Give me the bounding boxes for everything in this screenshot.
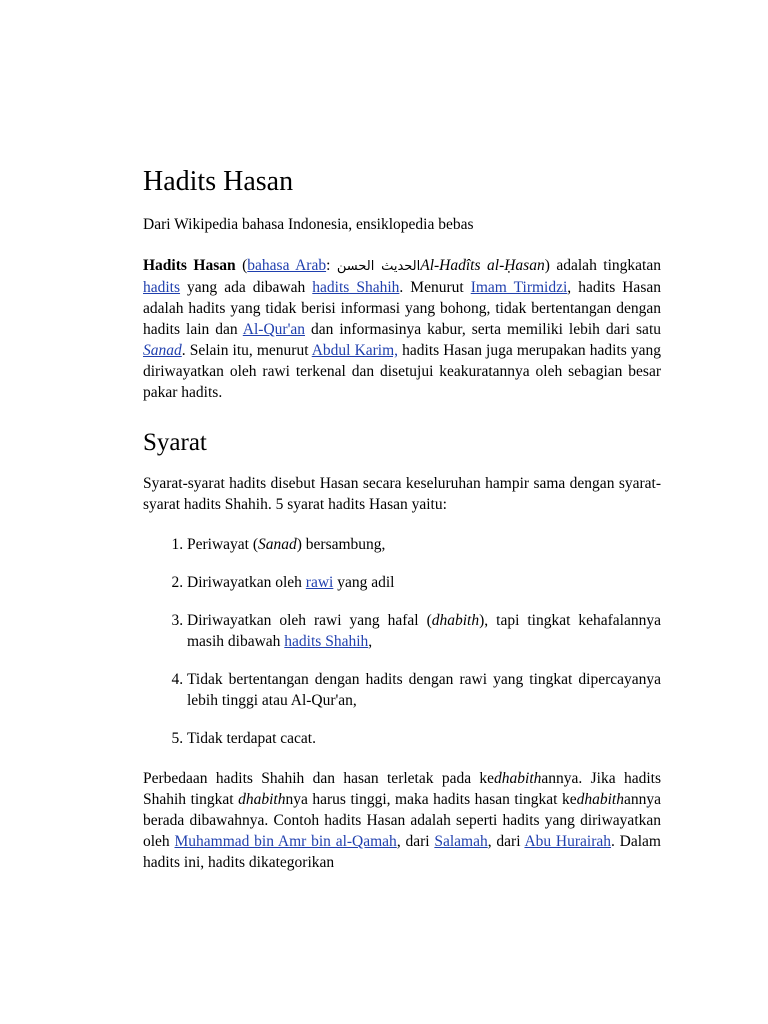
link-hadits[interactable]: hadits bbox=[143, 279, 181, 296]
link-hadits-shahih-list[interactable]: hadits Shahih bbox=[284, 633, 369, 650]
list-item bbox=[187, 572, 661, 593]
list-item-italic: dhabith bbox=[431, 612, 480, 629]
arabic-term: الحديث الحسن bbox=[336, 259, 421, 274]
intro-text: ) adalah tingkatan bbox=[544, 257, 661, 274]
closing-text: , dari bbox=[396, 833, 435, 850]
transliteration: Al-Hadîts al-Ḥasan bbox=[420, 257, 545, 274]
intro-text: : bbox=[326, 257, 337, 274]
link-abdul-karim[interactable]: Abdul Karim, bbox=[311, 342, 399, 359]
list-item-text: Diriwayatkan oleh bbox=[187, 574, 306, 591]
syarat-list bbox=[143, 534, 661, 749]
list-item: 4. Tidak bertentangan dengan hadits dengan rawi yang tingkat dipercayanya lebih tinggi atau Al-Qur'an, bbox=[187, 669, 661, 711]
list-item-text: , bbox=[368, 633, 373, 650]
closing-paragraph bbox=[143, 768, 661, 873]
list-item-text: Diriwayatkan oleh rawi yang hafal ( bbox=[187, 612, 432, 629]
link-al-quran[interactable]: Al-Qur'an bbox=[242, 321, 305, 338]
intro-text: dan informasinya kabur, serta memiliki lebih dari satu bbox=[305, 321, 661, 338]
link-bahasa-arab[interactable]: bahasa Arab bbox=[247, 257, 327, 274]
closing-text: annya. Jika hadits Shahih tingkat bbox=[143, 770, 661, 808]
intro-text: . Menurut bbox=[399, 279, 471, 296]
intro-text: . Selain itu, menurut bbox=[181, 342, 312, 359]
closing-text: nya harus tinggi, maka hadits hasan tingkat ke bbox=[285, 791, 577, 808]
link-hadits-shahih[interactable]: hadits Shahih bbox=[312, 279, 400, 296]
syarat-intro: Syarat-syarat hadits disebut Hasan secara keseluruhan hampir sama dengan syarat-syarat hadits Shahih. 5 syarat hadits Hasan yaitu: bbox=[143, 475, 661, 513]
intro-text: yang ada dibawah bbox=[180, 279, 313, 296]
list-item-text: yang adil bbox=[333, 574, 395, 591]
link-imam-tirmidzi[interactable]: Imam Tirmidzi bbox=[470, 279, 568, 296]
closing-text: annya berada dibawahnya. Contoh hadits Hasan adalah seperti hadits yang diriwayatkan oleh bbox=[143, 791, 661, 850]
link-muhammad-bin-amr[interactable]: Muhammad bin Amr bin al-Qamah bbox=[174, 833, 397, 850]
list-item bbox=[187, 534, 661, 555]
closing-text: Perbedaan hadits Shahih dan hasan terletak pada ke bbox=[143, 770, 495, 787]
list-item-text: Periwayat ( bbox=[187, 536, 259, 553]
closing-italic: dhabith bbox=[576, 791, 624, 808]
list-item-italic: Sanad bbox=[258, 536, 297, 553]
link-salamah[interactable]: Salamah bbox=[434, 833, 488, 850]
link-sanad-text[interactable]: Sanad bbox=[143, 342, 182, 359]
intro-text: hadits Hasan juga merupakan hadits yang diriwayatkan oleh rawi terkenal dan disetujui keakuratannya oleh sebagian besar pakar hadits. bbox=[143, 342, 661, 401]
page-title: Hadits Hasan bbox=[143, 166, 294, 197]
list-item-text: ) bersambung, bbox=[296, 536, 386, 553]
list-item bbox=[187, 610, 661, 652]
closing-text: . Dalam hadits ini, hadits dikategorikan bbox=[143, 833, 661, 871]
document-page bbox=[143, 164, 661, 892]
closing-text: , dari bbox=[487, 833, 525, 850]
link-rawi[interactable]: rawi bbox=[305, 574, 334, 591]
intro-text: , hadits Hasan adalah hadits yang tidak berisi informasi yang bohong, tidak bertentangan dengan hadits lain dan bbox=[143, 279, 661, 338]
link-sanad[interactable] bbox=[143, 342, 182, 359]
closing-italic: dhabith bbox=[238, 791, 286, 808]
list-item-text: ), tapi tingkat kehafalannya masih dibawah bbox=[187, 612, 661, 650]
section-heading-syarat: Syarat bbox=[143, 429, 207, 456]
page-subtitle: Dari Wikipedia bahasa Indonesia, ensiklopedia bebas bbox=[143, 216, 474, 233]
intro-term: Hadits Hasan bbox=[143, 257, 236, 274]
intro-paragraph bbox=[143, 255, 661, 403]
closing-italic: dhabith bbox=[494, 770, 542, 787]
list-item: 5. Tidak terdapat cacat. bbox=[187, 728, 661, 749]
intro-text: ( bbox=[235, 257, 248, 274]
link-abu-hurairah[interactable]: Abu Hurairah bbox=[524, 833, 612, 850]
